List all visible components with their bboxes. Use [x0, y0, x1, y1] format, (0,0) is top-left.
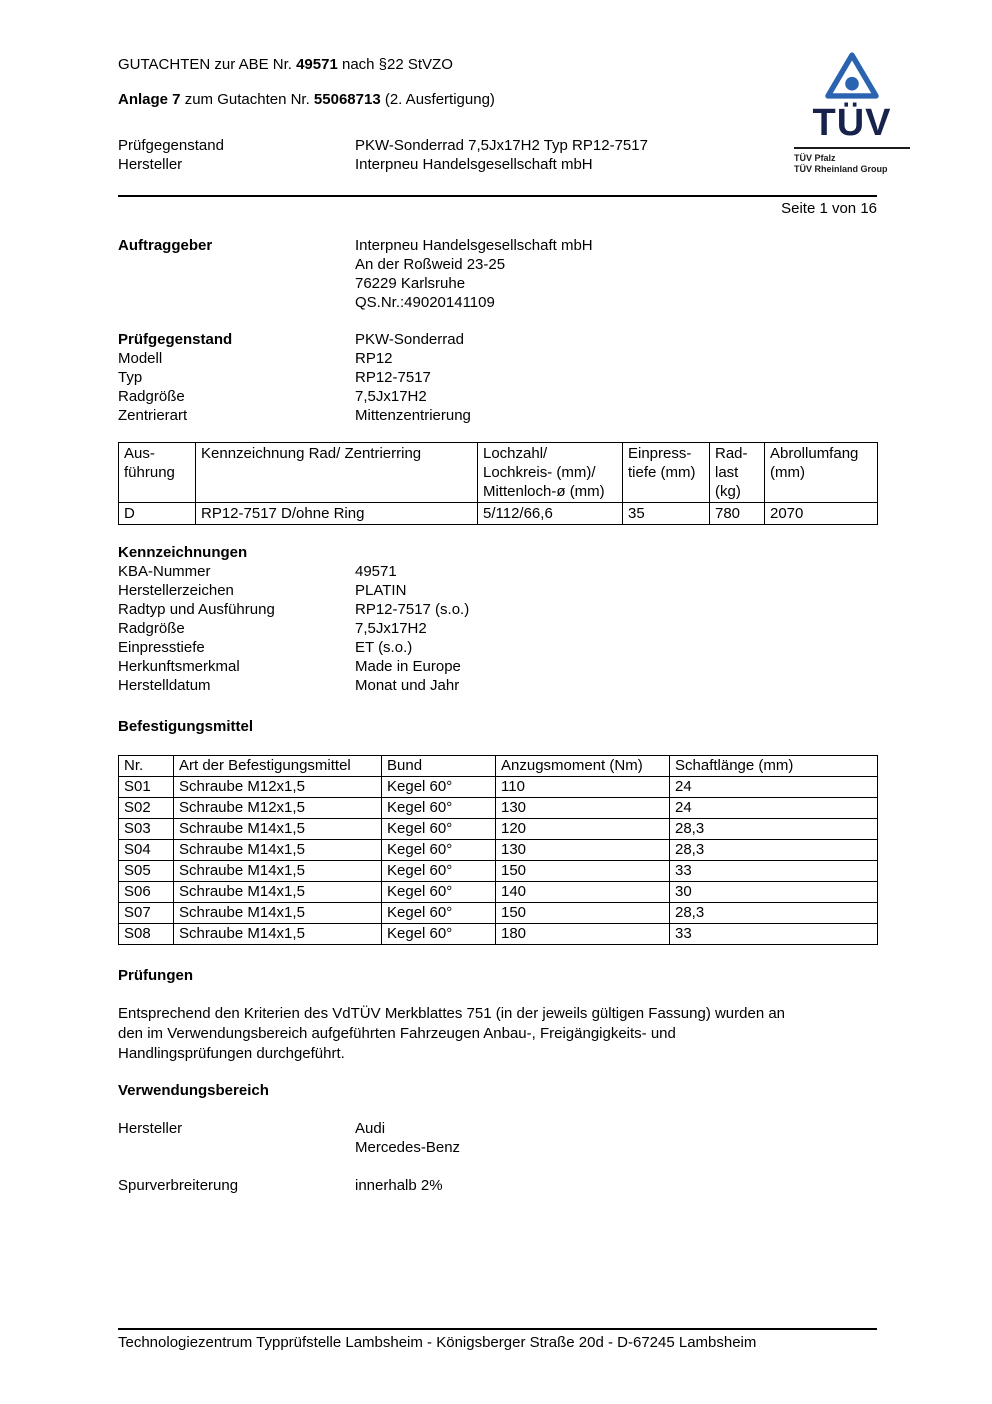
hersteller-value: Interpneu Handelsgesellschaft mbH — [355, 156, 593, 173]
cell-schaftlaenge: 30 — [670, 882, 878, 903]
col-abrollumfang: Abrollumfang (mm) — [765, 443, 878, 503]
vb-hersteller-mercedes: Mercedes-Benz — [355, 1139, 461, 1156]
auftraggeber-company: Interpneu Handelsgesellschaft mbH — [355, 237, 593, 254]
cell-radlast: 780 — [710, 503, 765, 525]
cell-nr: S02 — [119, 798, 174, 819]
cell-schaftlaenge: 28,3 — [670, 840, 878, 861]
cell-anzugsmoment: 130 — [496, 798, 670, 819]
ausfuehrung-header-row — [119, 443, 878, 503]
befestigung-row-s01 — [119, 777, 878, 798]
verwendungsbereich-hersteller-row — [118, 1119, 877, 1157]
spurverbreiterung-label: Spurverbreiterung — [118, 1177, 239, 1194]
radtyp-value: RP12-7517 (s.o.) — [355, 601, 470, 618]
auftraggeber-street: An der Roßweid 23-25 — [355, 256, 506, 273]
tuev-rheinland-group-label: TÜV Rheinland Group — [794, 164, 888, 174]
spurverbreiterung-value: innerhalb 2% — [355, 1177, 443, 1194]
modell-value: RP12 — [355, 350, 393, 367]
befestigung-row-s08 — [119, 924, 878, 945]
auftraggeber-label: Auftraggeber — [118, 237, 213, 254]
kennzeichnungen-section — [118, 562, 877, 695]
cell-bund: Kegel 60° — [382, 798, 496, 819]
col-lochzahl: Lochzahl/ Lochkreis- (mm)/ Mittenloch-ø (mm) — [478, 443, 623, 503]
cell-bund: Kegel 60° — [382, 861, 496, 882]
cell-bund: Kegel 60° — [382, 777, 496, 798]
cell-bund: Kegel 60° — [382, 840, 496, 861]
col-ausfuehrung: Aus-führung — [119, 443, 196, 503]
anlage-mid: zum Gutachten Nr. — [180, 91, 314, 108]
title-prefix: GUTACHTEN zur ABE Nr. — [118, 56, 297, 73]
cell-ausfuehrung: D — [119, 503, 196, 525]
title-suffix: nach §22 StVZO — [337, 56, 453, 73]
verwendungsbereich-heading: Verwendungsbereich — [118, 1082, 269, 1099]
cell-anzugsmoment: 120 — [496, 819, 670, 840]
herstellerzeichen-label: Herstellerzeichen — [118, 582, 234, 599]
header-pruefgegenstand-row — [118, 136, 877, 155]
cell-kennzeichnung: RP12-7517 D/ohne Ring — [196, 503, 478, 525]
auftraggeber-city: 76229 Karlsruhe — [355, 275, 466, 292]
cell-schaftlaenge: 24 — [670, 798, 878, 819]
col-nr: Nr. — [119, 756, 174, 777]
typ-value: RP12-7517 — [355, 369, 431, 386]
cell-nr: S03 — [119, 819, 174, 840]
footer-address: Technologiezentrum Typprüfstelle Lambsheim - Königsberger Straße 20d - D-67245 Lambsheim — [118, 1334, 757, 1351]
modell-label: Modell — [118, 350, 163, 367]
footer — [118, 1328, 877, 1352]
kba-value: 49571 — [355, 563, 397, 580]
col-art: Art der Befestigungsmittel — [174, 756, 382, 777]
cell-bund: Kegel 60° — [382, 924, 496, 945]
col-kennzeichnung: Kennzeichnung Rad/ Zentrierring — [196, 443, 478, 503]
pruefgegenstand-section-value: PKW-Sonderrad — [355, 331, 464, 348]
pruefungen-heading: Prüfungen — [118, 967, 193, 984]
cell-bund: Kegel 60° — [382, 819, 496, 840]
befestigung-row-s02 — [119, 798, 878, 819]
pruefgegenstand-section-label: Prüfgegenstand — [118, 331, 233, 348]
herstellerzeichen-value: PLATIN — [355, 582, 407, 599]
cell-nr: S07 — [119, 903, 174, 924]
logo-divider — [794, 147, 910, 149]
col-bund: Bund — [382, 756, 496, 777]
gutachten-title-line — [118, 55, 877, 74]
cell-anzugsmoment: 150 — [496, 861, 670, 882]
cell-bund: Kegel 60° — [382, 882, 496, 903]
tuev-brand-text: TÜV — [812, 102, 892, 144]
radgroesse-label: Radgröße — [118, 388, 185, 405]
auftraggeber-section — [118, 236, 877, 312]
ausfuehrung-table — [118, 442, 878, 525]
pruefgegenstand-section — [118, 330, 877, 425]
herstelldatum-label: Herstelldatum — [118, 677, 211, 694]
cell-nr: S01 — [119, 777, 174, 798]
vb-hersteller-audi: Audi — [355, 1120, 386, 1137]
befestigung-row-s07 — [119, 903, 878, 924]
cell-art: Schraube M14x1,5 — [174, 840, 382, 861]
cell-anzugsmoment: 150 — [496, 903, 670, 924]
befestigung-row-s03 — [119, 819, 878, 840]
zentrierart-label: Zentrierart — [118, 407, 188, 424]
cell-schaftlaenge: 28,3 — [670, 903, 878, 924]
auftraggeber-qsnr: QS.Nr.:49020141109 — [355, 294, 495, 311]
ausfuehrung-row — [119, 503, 878, 525]
radgroesse-value: 7,5Jx17H2 — [355, 388, 427, 405]
anlage-suffix: (2. Ausfertigung) — [380, 91, 495, 108]
cell-art: Schraube M14x1,5 — [174, 882, 382, 903]
page-indicator: Seite 1 von 16 — [781, 200, 877, 217]
gutachten-number: 55068713 — [313, 91, 381, 108]
cell-bund: Kegel 60° — [382, 903, 496, 924]
befestigungsmittel-table — [118, 755, 878, 945]
cell-art: Schraube M14x1,5 — [174, 819, 382, 840]
radgroesse2-label: Radgröße — [118, 620, 185, 637]
cell-abrollumfang: 2070 — [765, 503, 878, 525]
cell-einpresstiefe: 35 — [623, 503, 710, 525]
cell-nr: S06 — [119, 882, 174, 903]
cell-schaftlaenge: 33 — [670, 924, 878, 945]
vb-hersteller-label: Hersteller — [118, 1120, 183, 1137]
zentrierart-value: Mittenzentrierung — [355, 407, 471, 424]
befestigung-row-s05 — [119, 861, 878, 882]
spurverbreiterung-row — [118, 1176, 877, 1195]
radgroesse2-value: 7,5Jx17H2 — [355, 620, 427, 637]
pruefgegenstand-label: Prüfgegenstand — [118, 137, 224, 154]
cell-anzugsmoment: 140 — [496, 882, 670, 903]
header-hersteller-row — [118, 155, 877, 174]
kba-label: KBA-Nummer — [118, 563, 211, 580]
cell-schaftlaenge: 33 — [670, 861, 878, 882]
cell-nr: S08 — [119, 924, 174, 945]
pruefungen-paragraph — [118, 1004, 877, 1064]
einpresstiefe-label: Einpresstiefe — [118, 639, 205, 656]
hersteller-label: Hersteller — [118, 156, 183, 173]
document-header — [118, 55, 877, 174]
cell-anzugsmoment: 130 — [496, 840, 670, 861]
cell-anzugsmoment: 180 — [496, 924, 670, 945]
cell-anzugsmoment: 110 — [496, 777, 670, 798]
cell-schaftlaenge: 28,3 — [670, 819, 878, 840]
cell-art: Schraube M12x1,5 — [174, 777, 382, 798]
col-radlast: Rad-last (kg) — [710, 443, 765, 503]
cell-art: Schraube M14x1,5 — [174, 861, 382, 882]
pruefungen-line-2: den im Verwendungsbereich aufgeführten Fahrzeugen Anbau-, Freigängigkeits- und — [118, 1025, 676, 1042]
befestigungsmittel-heading: Befestigungsmittel — [118, 718, 254, 735]
typ-label: Typ — [118, 369, 143, 386]
anlage-line — [118, 90, 877, 109]
radtyp-label: Radtyp und Ausführung — [118, 601, 275, 618]
anlage-label: Anlage 7 — [118, 91, 181, 108]
col-anzugsmoment: Anzugsmoment (Nm) — [496, 756, 670, 777]
cell-nr: S05 — [119, 861, 174, 882]
herkunft-label: Herkunftsmerkmal — [118, 658, 240, 675]
pruefungen-line-1: Entsprechend den Kriterien des VdTÜV Merkblattes 751 (in der jeweils gültigen Fassung) wurden an — [118, 1005, 786, 1022]
herstelldatum-value: Monat und Jahr — [355, 677, 460, 694]
header-divider — [118, 195, 877, 197]
befestigung-row-s04 — [119, 840, 878, 861]
tuev-triangle-icon — [823, 50, 881, 102]
tuev-logo — [794, 50, 910, 175]
cell-art: Schraube M12x1,5 — [174, 798, 382, 819]
cell-nr: S04 — [119, 840, 174, 861]
kennzeichnungen-heading: Kennzeichnungen — [118, 544, 248, 561]
col-einpresstiefe: Einpress-tiefe (mm) — [623, 443, 710, 503]
herkunft-value: Made in Europe — [355, 658, 461, 675]
cell-art: Schraube M14x1,5 — [174, 924, 382, 945]
col-schaftlaenge: Schaftlänge (mm) — [670, 756, 878, 777]
pruefungen-line-3: Handlingsprüfungen durchgeführt. — [118, 1045, 345, 1062]
cell-schaftlaenge: 24 — [670, 777, 878, 798]
cell-art: Schraube M14x1,5 — [174, 903, 382, 924]
cell-lochzahl: 5/112/66,6 — [478, 503, 623, 525]
befestigung-row-s06 — [119, 882, 878, 903]
einpresstiefe-value: ET (s.o.) — [355, 639, 413, 656]
befestigung-header-row — [119, 756, 878, 777]
abe-number: 49571 — [296, 56, 338, 73]
pruefgegenstand-value: PKW-Sonderrad 7,5Jx17H2 Typ RP12-7517 — [355, 137, 648, 154]
tuev-pfalz-label: TÜV Pfalz — [794, 153, 836, 163]
